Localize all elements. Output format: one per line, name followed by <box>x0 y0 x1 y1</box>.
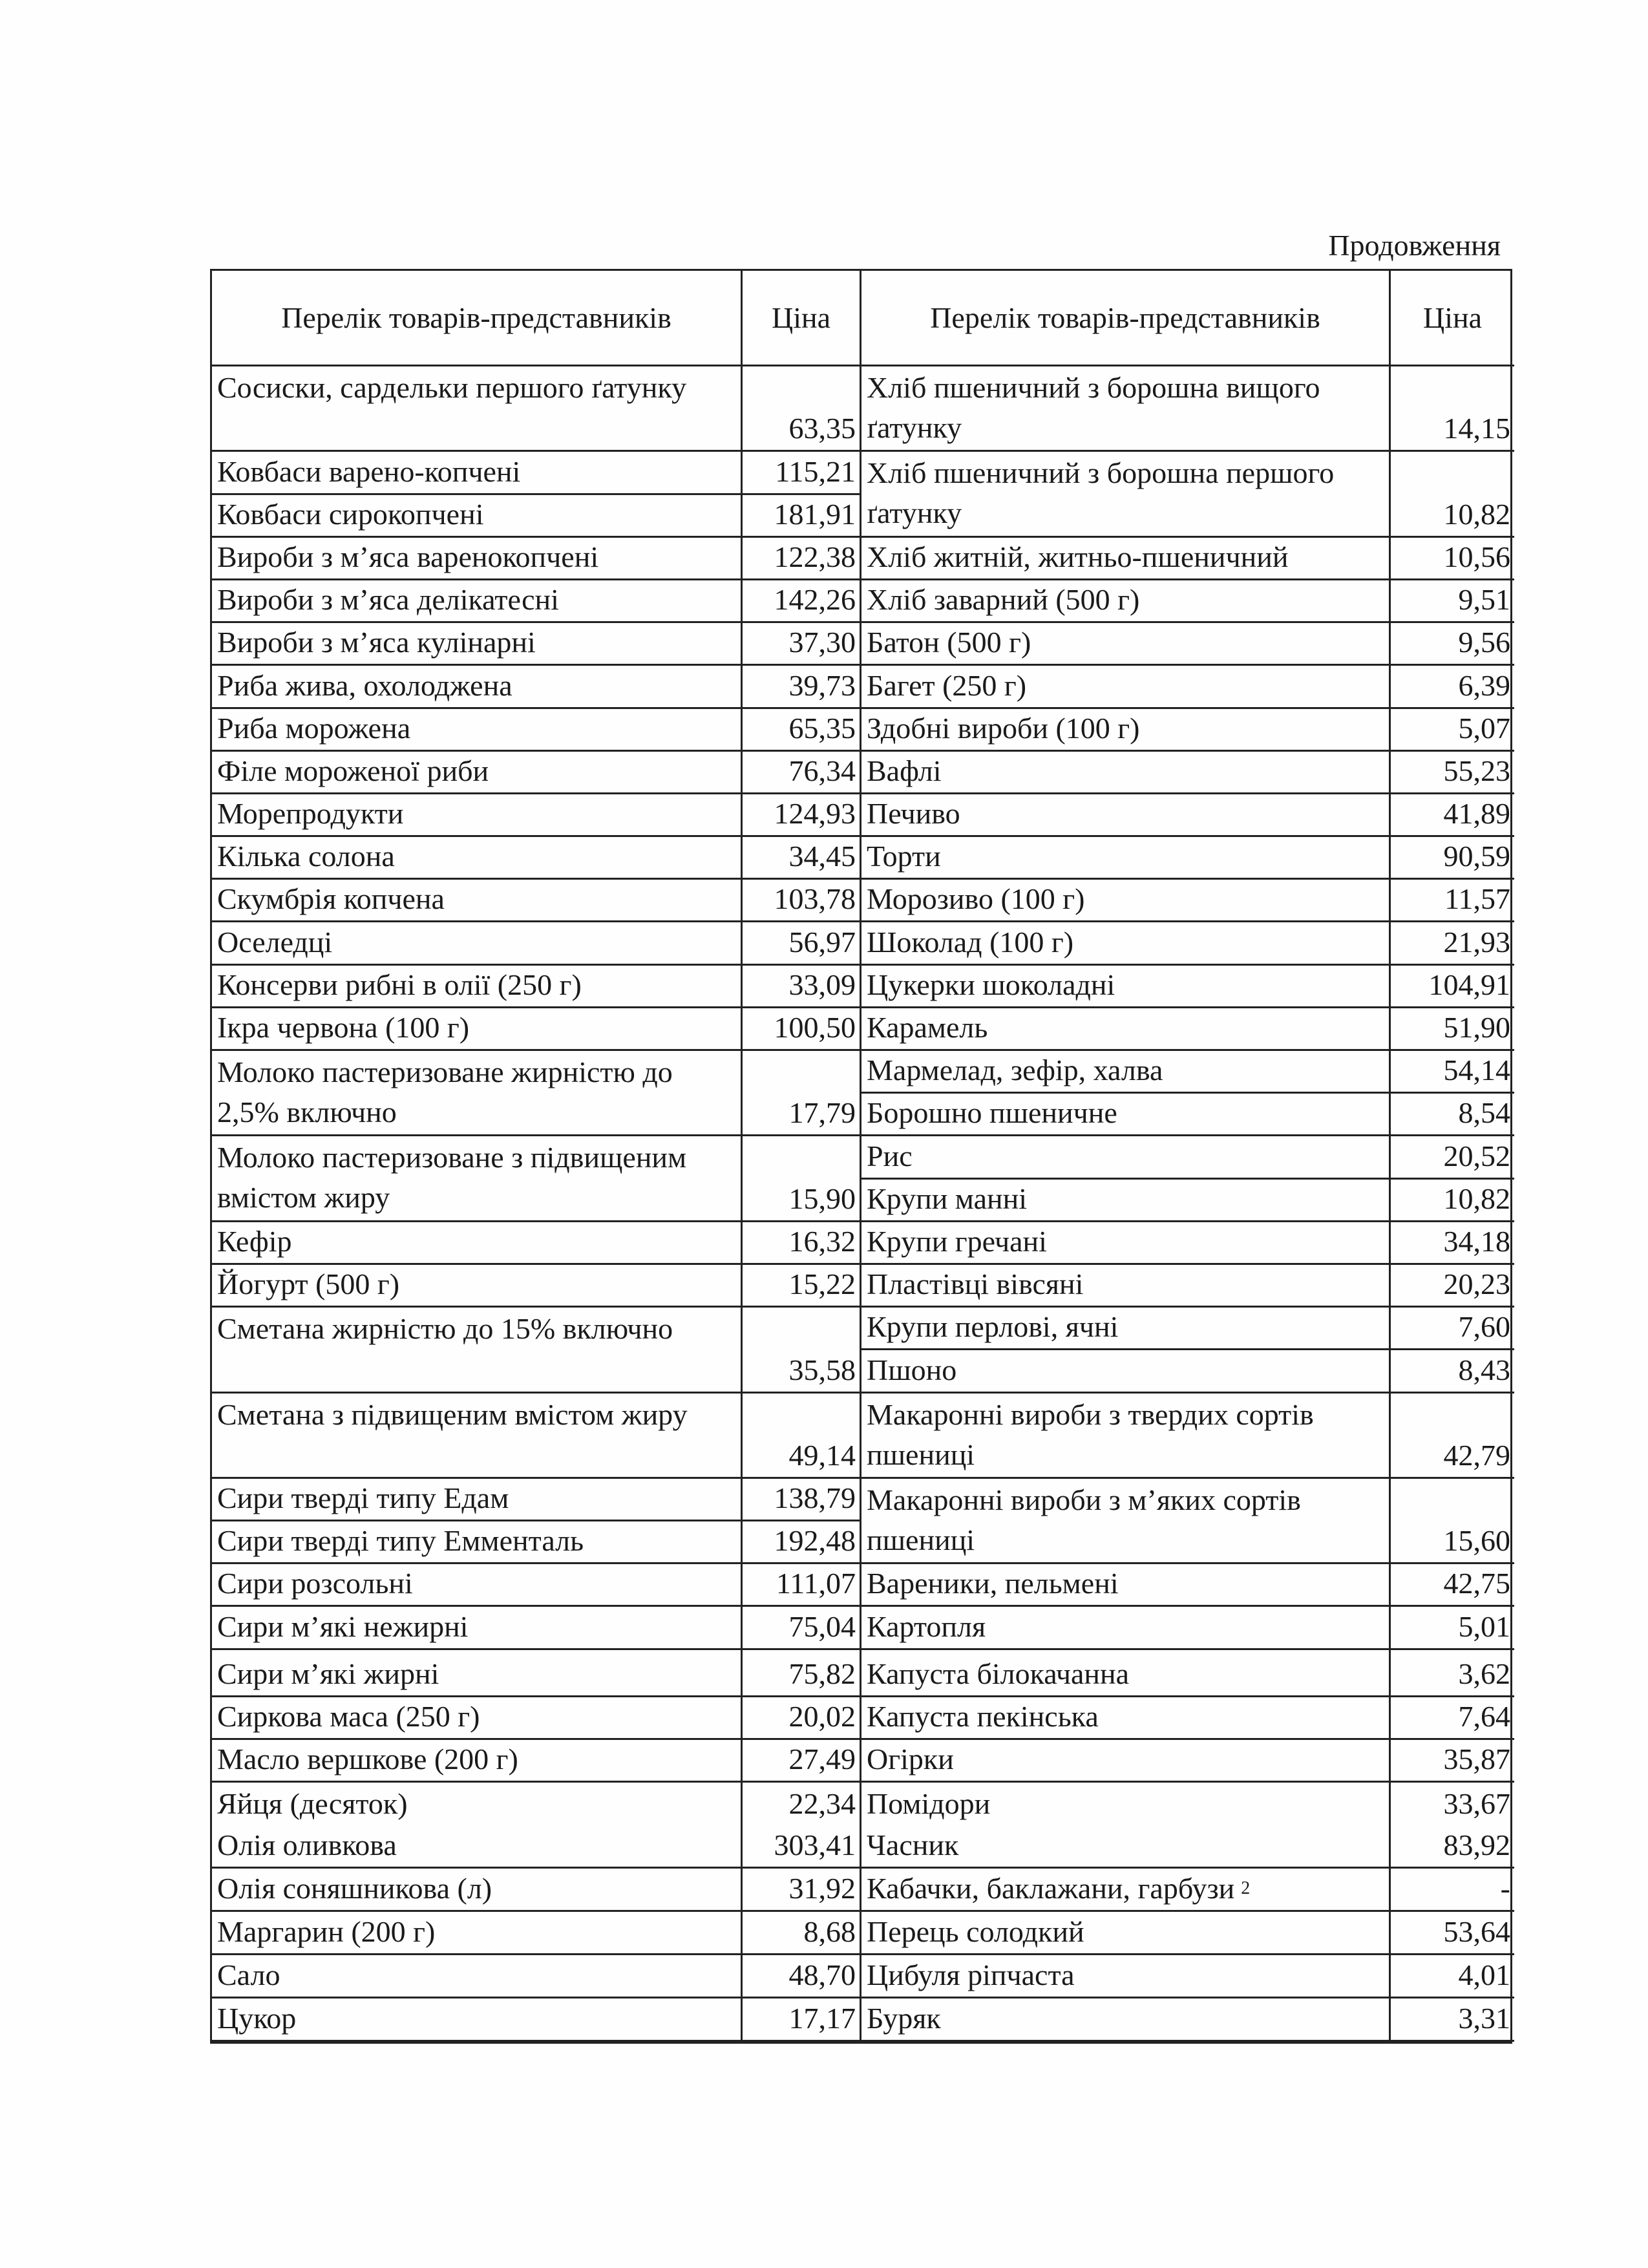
table-row-name <box>861 1180 1391 1222</box>
table-row-price: 65,35 <box>743 709 861 752</box>
table-row-name <box>861 1564 1391 1607</box>
item-name-text: Вироби з м’яса кулінарні <box>217 626 536 659</box>
table-row-name <box>861 1955 1391 1998</box>
table-row-price: 124,93 <box>743 794 861 837</box>
table-row-price: 8,68 <box>743 1912 861 1955</box>
table-row-price: 31,92 <box>743 1869 861 1912</box>
item-name-text: Оселедці <box>217 925 333 959</box>
table-row-price: 303,41 <box>743 1825 861 1869</box>
item-name-text: Консерви рибні в олії (250 г) <box>217 968 582 1001</box>
item-name-text: Часник <box>867 1828 959 1862</box>
table-row-name <box>212 1564 743 1607</box>
table-row-price: 6,39 <box>1391 666 1514 708</box>
item-name-text: Хліб пшеничний з борошна першого ґатунку <box>867 456 1335 530</box>
table-row-name <box>861 1394 1391 1479</box>
table-row-price: 10,56 <box>1391 538 1514 580</box>
table-row-price: 41,89 <box>1391 794 1514 837</box>
item-name-text: Йогурт (500 г) <box>217 1267 400 1301</box>
item-name-text: Молоко пастеризоване з підвищеним вмістом жиру <box>217 1141 687 1214</box>
table-row-name <box>861 1825 1391 1869</box>
table-row-name <box>861 1479 1391 1564</box>
table-row-price: 3,31 <box>1391 1998 1514 2042</box>
table-row-name <box>212 1650 743 1697</box>
table-row-name <box>861 880 1391 922</box>
item-name-text: Шоколад (100 г) <box>867 925 1074 959</box>
table-row-price: 17,79 <box>743 1051 861 1136</box>
item-name-text: Сосиски, сардельки першого ґатунку <box>217 371 687 404</box>
item-name-text: Скумбрія копчена <box>217 882 445 916</box>
table-row-price: 9,56 <box>1391 623 1514 666</box>
table-row-name <box>861 1308 1391 1350</box>
item-name-text: Багет (250 г) <box>867 668 1027 702</box>
item-name-text: Здобні вироби (100 г) <box>867 711 1140 745</box>
table-row-price: 27,49 <box>743 1740 861 1783</box>
table-row-price: 15,22 <box>743 1265 861 1308</box>
item-name-text: Крупи перлові, ячні <box>867 1310 1119 1344</box>
table-row-name <box>861 666 1391 708</box>
table-row-name <box>212 922 743 965</box>
item-name-text: Помідори <box>867 1787 991 1821</box>
item-name-text: Сало <box>217 1958 280 1992</box>
table-row-price: 5,01 <box>1391 1607 1514 1649</box>
table-row-name <box>212 1955 743 1998</box>
table-row-name <box>861 1650 1391 1697</box>
table-row-name <box>212 1607 743 1649</box>
table-row-name <box>212 1998 743 2042</box>
item-name-text: Картопля <box>867 1609 986 1643</box>
table-row-price: 17,17 <box>743 1998 861 2042</box>
table-row-name <box>861 1869 1391 1912</box>
item-name-text: Пластівці вівсяні <box>867 1267 1084 1301</box>
item-name-text: Яйця (десяток) <box>217 1787 408 1821</box>
table-row-price: 34,18 <box>1391 1222 1514 1265</box>
item-name-text: Крупи гречані <box>867 1224 1047 1258</box>
table-row-name <box>861 623 1391 666</box>
item-name-text: Пшоно <box>867 1353 957 1386</box>
table-row-name <box>861 1136 1391 1179</box>
table-row-name <box>212 1479 743 1521</box>
table-row-name <box>861 794 1391 837</box>
item-name-text: Цибуля ріпчаста <box>867 1958 1075 1992</box>
table-row-price: 20,02 <box>743 1697 861 1740</box>
item-name-text: Вироби з м’яса делікатесні <box>217 583 559 617</box>
table-row-price: 8,43 <box>1391 1350 1514 1393</box>
item-name-text: Морепродукти <box>217 797 404 831</box>
table-row-name <box>212 1222 743 1265</box>
price-table <box>210 269 1512 2044</box>
table-row-name <box>212 452 743 494</box>
table-row-price: 115,21 <box>743 452 861 494</box>
header-price-right: Ціна <box>1391 271 1514 366</box>
item-name-text: Сиркова маса (250 г) <box>217 1699 480 1733</box>
table-row-name <box>212 709 743 752</box>
table-row-name <box>861 752 1391 794</box>
table-row-price: 16,32 <box>743 1222 861 1265</box>
item-name-text: Ковбаси сирокопчені <box>217 497 484 531</box>
table-row-price: 7,64 <box>1391 1697 1514 1740</box>
table-row-price: 49,14 <box>743 1394 861 1479</box>
table-row-price: 192,48 <box>743 1521 861 1564</box>
item-name-text: Батон (500 г) <box>867 626 1031 659</box>
table-row-name <box>861 1265 1391 1308</box>
table-row-name <box>212 966 743 1008</box>
table-row-name <box>212 580 743 623</box>
table-row-price: 54,14 <box>1391 1051 1514 1094</box>
table-row-price: 15,90 <box>743 1136 861 1222</box>
table-row-name <box>212 1825 743 1869</box>
header-price-left: Ціна <box>743 271 861 366</box>
table-row-name <box>861 366 1391 452</box>
table-row-name <box>861 580 1391 623</box>
table-row-price: 48,70 <box>743 1955 861 1998</box>
table-row-price: 33,67 <box>1443 1787 1510 1821</box>
item-name-text: Вафлі <box>867 754 942 787</box>
table-row-price: 181,91 <box>743 495 861 538</box>
table-row-name <box>861 837 1391 880</box>
item-name-text: Кефір <box>217 1224 292 1258</box>
item-name-text: Борошно пшеничне <box>867 1096 1117 1130</box>
table-row-name <box>212 1697 743 1740</box>
table-row-price: 11,57 <box>1391 880 1514 922</box>
item-name-text: Сири тверді типу Едам <box>217 1481 509 1515</box>
item-name-text: Кабачки, баклажани, гарбузи <box>867 1872 1235 1905</box>
table-row-price: 122,38 <box>743 538 861 580</box>
item-name-text: Крупи манні <box>867 1182 1028 1215</box>
table-row-price: 7,60 <box>1391 1308 1514 1350</box>
table-row-price: 104,91 <box>1391 966 1514 1008</box>
item-name-text: Печиво <box>867 797 960 831</box>
item-name-text: Риба морожена <box>217 711 411 745</box>
table-row-price: 3,62 <box>1391 1650 1514 1697</box>
table-row-name <box>212 538 743 580</box>
item-name-text: Масло вершкове (200 г) <box>217 1743 518 1775</box>
table-row-price: 53,64 <box>1391 1912 1514 1955</box>
footnote-marker: 2 <box>1241 1878 1251 1899</box>
table-row-price: 138,79 <box>743 1479 861 1521</box>
table-row-price: 55,23 <box>1391 752 1514 794</box>
table-row-name <box>861 538 1391 580</box>
continuation-label: Продовження <box>1328 229 1501 262</box>
table-row-name <box>861 1607 1391 1649</box>
table-row-name <box>861 1783 1391 1825</box>
item-name-text: Хліб житній, житньо-пшеничний <box>867 540 1289 573</box>
item-name-text: Олія оливкова <box>217 1828 397 1862</box>
table-row-name <box>861 1350 1391 1393</box>
item-name-text: Риба жива, охолоджена <box>217 668 512 702</box>
item-name-text: Маргарин (200 г) <box>217 1915 436 1949</box>
item-name-text: Буряк <box>867 2002 941 2035</box>
table-row-name <box>212 1869 743 1912</box>
table-row-name <box>861 1740 1391 1783</box>
table-row-price: 35,87 <box>1391 1740 1514 1783</box>
item-name-text: Огірки <box>867 1743 954 1775</box>
item-name-text: Капуста пекінська <box>867 1699 1099 1733</box>
table-row-name <box>861 1697 1391 1740</box>
table-row-price: 37,30 <box>743 623 861 666</box>
table-row-name <box>861 709 1391 752</box>
item-name-text: Морозиво (100 г) <box>867 882 1085 916</box>
table-row-price: 22,34 <box>743 1783 861 1825</box>
table-row-price: 5,07 <box>1391 709 1514 752</box>
item-name-text: Перець солодкий <box>867 1915 1084 1949</box>
table-row-name <box>212 1783 743 1825</box>
table-row-price: 111,07 <box>743 1564 861 1607</box>
item-name-text: Ковбаси варено-копчені <box>217 454 521 488</box>
table-row-price: 90,59 <box>1391 837 1514 880</box>
table-row-name <box>212 794 743 837</box>
item-name-text: Мармелад, зефір, халва <box>867 1054 1163 1087</box>
table-row-price: 51,90 <box>1391 1008 1514 1051</box>
table-row-name <box>861 1998 1391 2042</box>
item-name-text: Торти <box>867 840 941 873</box>
table-row-price: - <box>1391 1869 1514 1912</box>
table-row-price: 8,54 <box>1391 1094 1514 1136</box>
item-name-text: Вироби з м’яса варенокопчені <box>217 540 599 573</box>
item-name-text: Хліб пшеничний з борошна вищого ґатунку <box>867 371 1320 444</box>
table-row-name <box>212 623 743 666</box>
table-row-price: 42,79 <box>1391 1394 1514 1479</box>
item-name-text: Цукерки шоколадні <box>867 968 1115 1001</box>
table-row-name <box>861 1094 1391 1136</box>
item-name-text: Сири тверді типу Емменталь <box>217 1524 584 1558</box>
table-row-price: 4,01 <box>1391 1955 1514 1998</box>
item-name-text: Сметана з підвищеним вмістом жиру <box>217 1397 688 1431</box>
table-row-price: 142,26 <box>743 580 861 623</box>
item-name-text: Сметана жирністю до 15% включно <box>217 1312 673 1346</box>
table-row-name <box>861 1222 1391 1265</box>
item-name-text: Сири м’які жирні <box>217 1657 439 1690</box>
table-row-price: 76,34 <box>743 752 861 794</box>
table-row-price: 75,82 <box>743 1650 861 1697</box>
table-row-name <box>861 1051 1391 1094</box>
table-row-name <box>861 922 1391 965</box>
table-row-name <box>861 1912 1391 1955</box>
table-row-price: 20,23 <box>1391 1265 1514 1308</box>
table-row-name <box>861 1008 1391 1051</box>
table-row-name <box>212 1740 743 1783</box>
table-row-price: 10,82 <box>1391 452 1514 537</box>
item-name-text: Макаронні вироби з твердих сортів пшениці <box>867 1397 1314 1471</box>
item-name-text: Капуста білокачанна <box>867 1657 1130 1690</box>
item-name-text: Макаронні вироби з м’яких сортів пшениці <box>867 1483 1301 1556</box>
item-name-text: Сири розсольні <box>217 1567 413 1600</box>
table-row-price: 10,82 <box>1391 1180 1514 1222</box>
table-row-price: 39,73 <box>743 666 861 708</box>
table-row-name <box>212 1265 743 1308</box>
item-name-text: Молоко пастеризоване жирністю до 2,5% включно <box>217 1055 673 1129</box>
item-name-text: Вареники, пельмені <box>867 1567 1119 1600</box>
table-row-name <box>212 1394 743 1479</box>
table-row-name <box>212 1308 743 1393</box>
table-row-name <box>861 452 1391 537</box>
table-row-price: 15,60 <box>1391 1479 1514 1564</box>
table-row-price: 35,58 <box>743 1308 861 1393</box>
item-name-text: Сири м’які нежирні <box>217 1609 469 1643</box>
table-row-name <box>212 666 743 708</box>
table-row-price: 20,52 <box>1391 1136 1514 1179</box>
table-row-name <box>212 1008 743 1051</box>
table-row-name <box>212 1136 743 1222</box>
table-row-name <box>212 752 743 794</box>
table-row-price: 42,75 <box>1391 1564 1514 1607</box>
item-name-text: Рис <box>867 1139 913 1172</box>
table-row-name <box>212 880 743 922</box>
table-row-price: 14,15 <box>1391 366 1514 452</box>
item-name-text: Карамель <box>867 1011 988 1044</box>
table-row-name <box>212 837 743 880</box>
item-name-text: Кілька солона <box>217 840 395 873</box>
table-row-name <box>861 966 1391 1008</box>
table-row-name <box>212 1051 743 1136</box>
item-name-text: Філе мороженої риби <box>217 754 489 787</box>
table-row-price: 9,51 <box>1391 580 1514 623</box>
table-row-name <box>212 1521 743 1564</box>
header-name-left: Перелік товарів-представників <box>212 271 743 366</box>
table-row-price: 34,45 <box>743 837 861 880</box>
table-row-price: 63,35 <box>743 366 861 452</box>
table-row-price: 103,78 <box>743 880 861 922</box>
item-name-text: Хліб заварний (500 г) <box>867 583 1140 617</box>
item-name-text: Цукор <box>217 2002 297 2035</box>
header-name-right: Перелік товарів-представників <box>861 271 1391 366</box>
table-row-price: 75,04 <box>743 1607 861 1649</box>
table-row-name <box>212 366 743 452</box>
item-name-text: Ікра червона (100 г) <box>217 1011 470 1044</box>
item-name-text: Олія соняшникова (л) <box>217 1872 492 1905</box>
table-row-price: 56,97 <box>743 922 861 965</box>
table-row-price: 33,09 <box>743 966 861 1008</box>
table-row-name <box>212 495 743 538</box>
table-row-price: 83,92 <box>1391 1825 1514 1869</box>
table-row-price: 100,50 <box>743 1008 861 1051</box>
table-row-name <box>212 1912 743 1955</box>
table-row-price: 21,93 <box>1391 922 1514 965</box>
